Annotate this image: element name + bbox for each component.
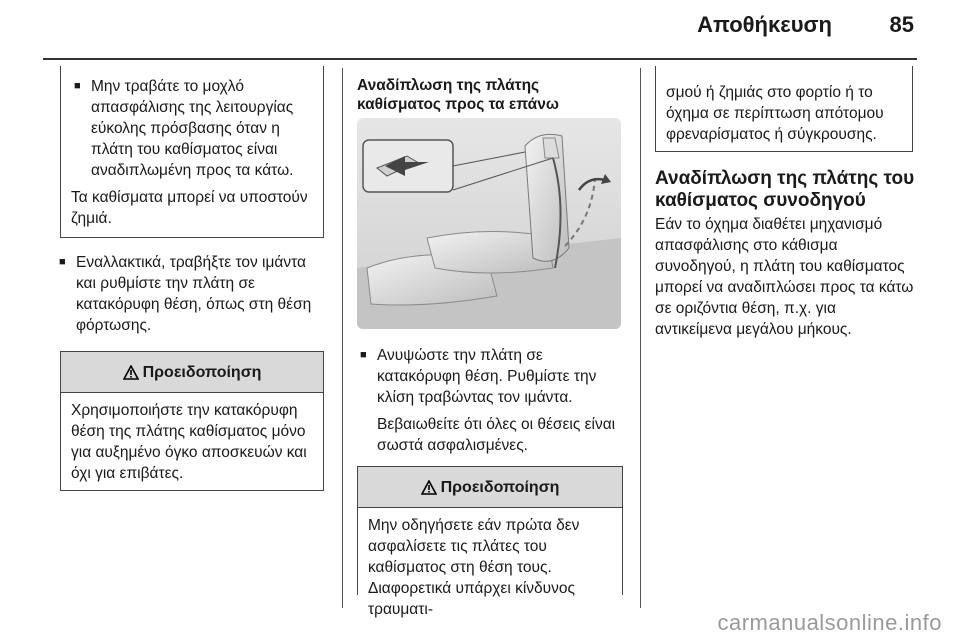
note-text: Τα καθίσματα μπορεί να υποστούν ζημιά. [71, 189, 308, 227]
page-number: 85 [889, 12, 914, 37]
warning-header [358, 467, 622, 508]
seat-illustration [357, 118, 621, 329]
note-box [60, 66, 324, 238]
warning-body: Χρησιμοποιήστε την κατακόρυφη θέση της πλάτης καθίσματος μόνο για αυξημένο όγκο αποσκευών και όχι για επιβάτες. [71, 402, 307, 482]
section-heading: Αναδίπλωση της πλάτης καθίσματος προς τα επάνω [357, 77, 559, 113]
warning-triangle-icon [421, 480, 437, 495]
warning-triangle-icon [123, 365, 139, 380]
bullet-item: ■ Εναλλακτικά, τραβήξτε τον ιμάντα και ρυθμίστε την πλάτη σε κατακόρυφη θέση, όπως στη θέση φόρτωσης. [56, 252, 324, 336]
page-title: Αποθήκευση [697, 12, 832, 37]
column-3 [655, 66, 917, 340]
warning-box [357, 466, 623, 618]
warning-body: Μην οδηγήσετε εάν πρώτα δεν ασφαλίσετε τις πλάτες του καθίσματος στη θέση τους. Διαφορετικά υπάρχει κίνδυνος τραυματι- [368, 517, 580, 618]
warning-box [60, 351, 324, 491]
bullet-item: ■ Ανυψώστε την πλάτη σε κατακόρυφη θέση. Ρυθμίστε την κλίση τραβώντας τον ιμάντα. [357, 345, 623, 408]
section-heading: Αναδίπλωση της πλάτης του καθίσματος συνοδηγού [655, 168, 915, 211]
note-bullet: ■ Μην τραβάτε το μοχλό απασφάλισης της λειτουργίας εύκολης πρόσβασης όταν η πλάτη του καθίσματος είναι αναδιπλωμένη προς τα κάτω. [71, 76, 313, 181]
section-body: Εάν το όχημα διαθέτει μηχανισμό απασφάλισης στο κάθισμα συνοδηγού, η πλάτη του καθίσματος μπορεί να αναδιπλώσει προς τα κάτω σε οριζόντια θέση, π.χ. για αντικείμενα μεγάλου μήκους. [655, 216, 914, 338]
warning-title: Προειδοποίηση [440, 478, 560, 496]
warning-continuation-box [655, 66, 913, 152]
warning-title: Προειδοποίηση [142, 363, 262, 381]
column-2 [357, 76, 623, 618]
column-1 [60, 66, 324, 491]
watermark: carmanualsonline.info [717, 610, 942, 635]
header-divider [43, 58, 917, 60]
followup-text: Βεβαιωθείτε ότι όλες οι θέσεις είναι σωστά ασφαλισμένες. [377, 416, 616, 454]
warning-header [61, 352, 323, 393]
warning-continuation: σμού ή ζημιάς στο φορτίο ή το όχημα σε περίπτωση απότομου φρεναρίσματος ή σύγκρουσης. [666, 84, 884, 143]
column-divider-2 [640, 68, 641, 608]
column-divider-1 [342, 68, 343, 608]
